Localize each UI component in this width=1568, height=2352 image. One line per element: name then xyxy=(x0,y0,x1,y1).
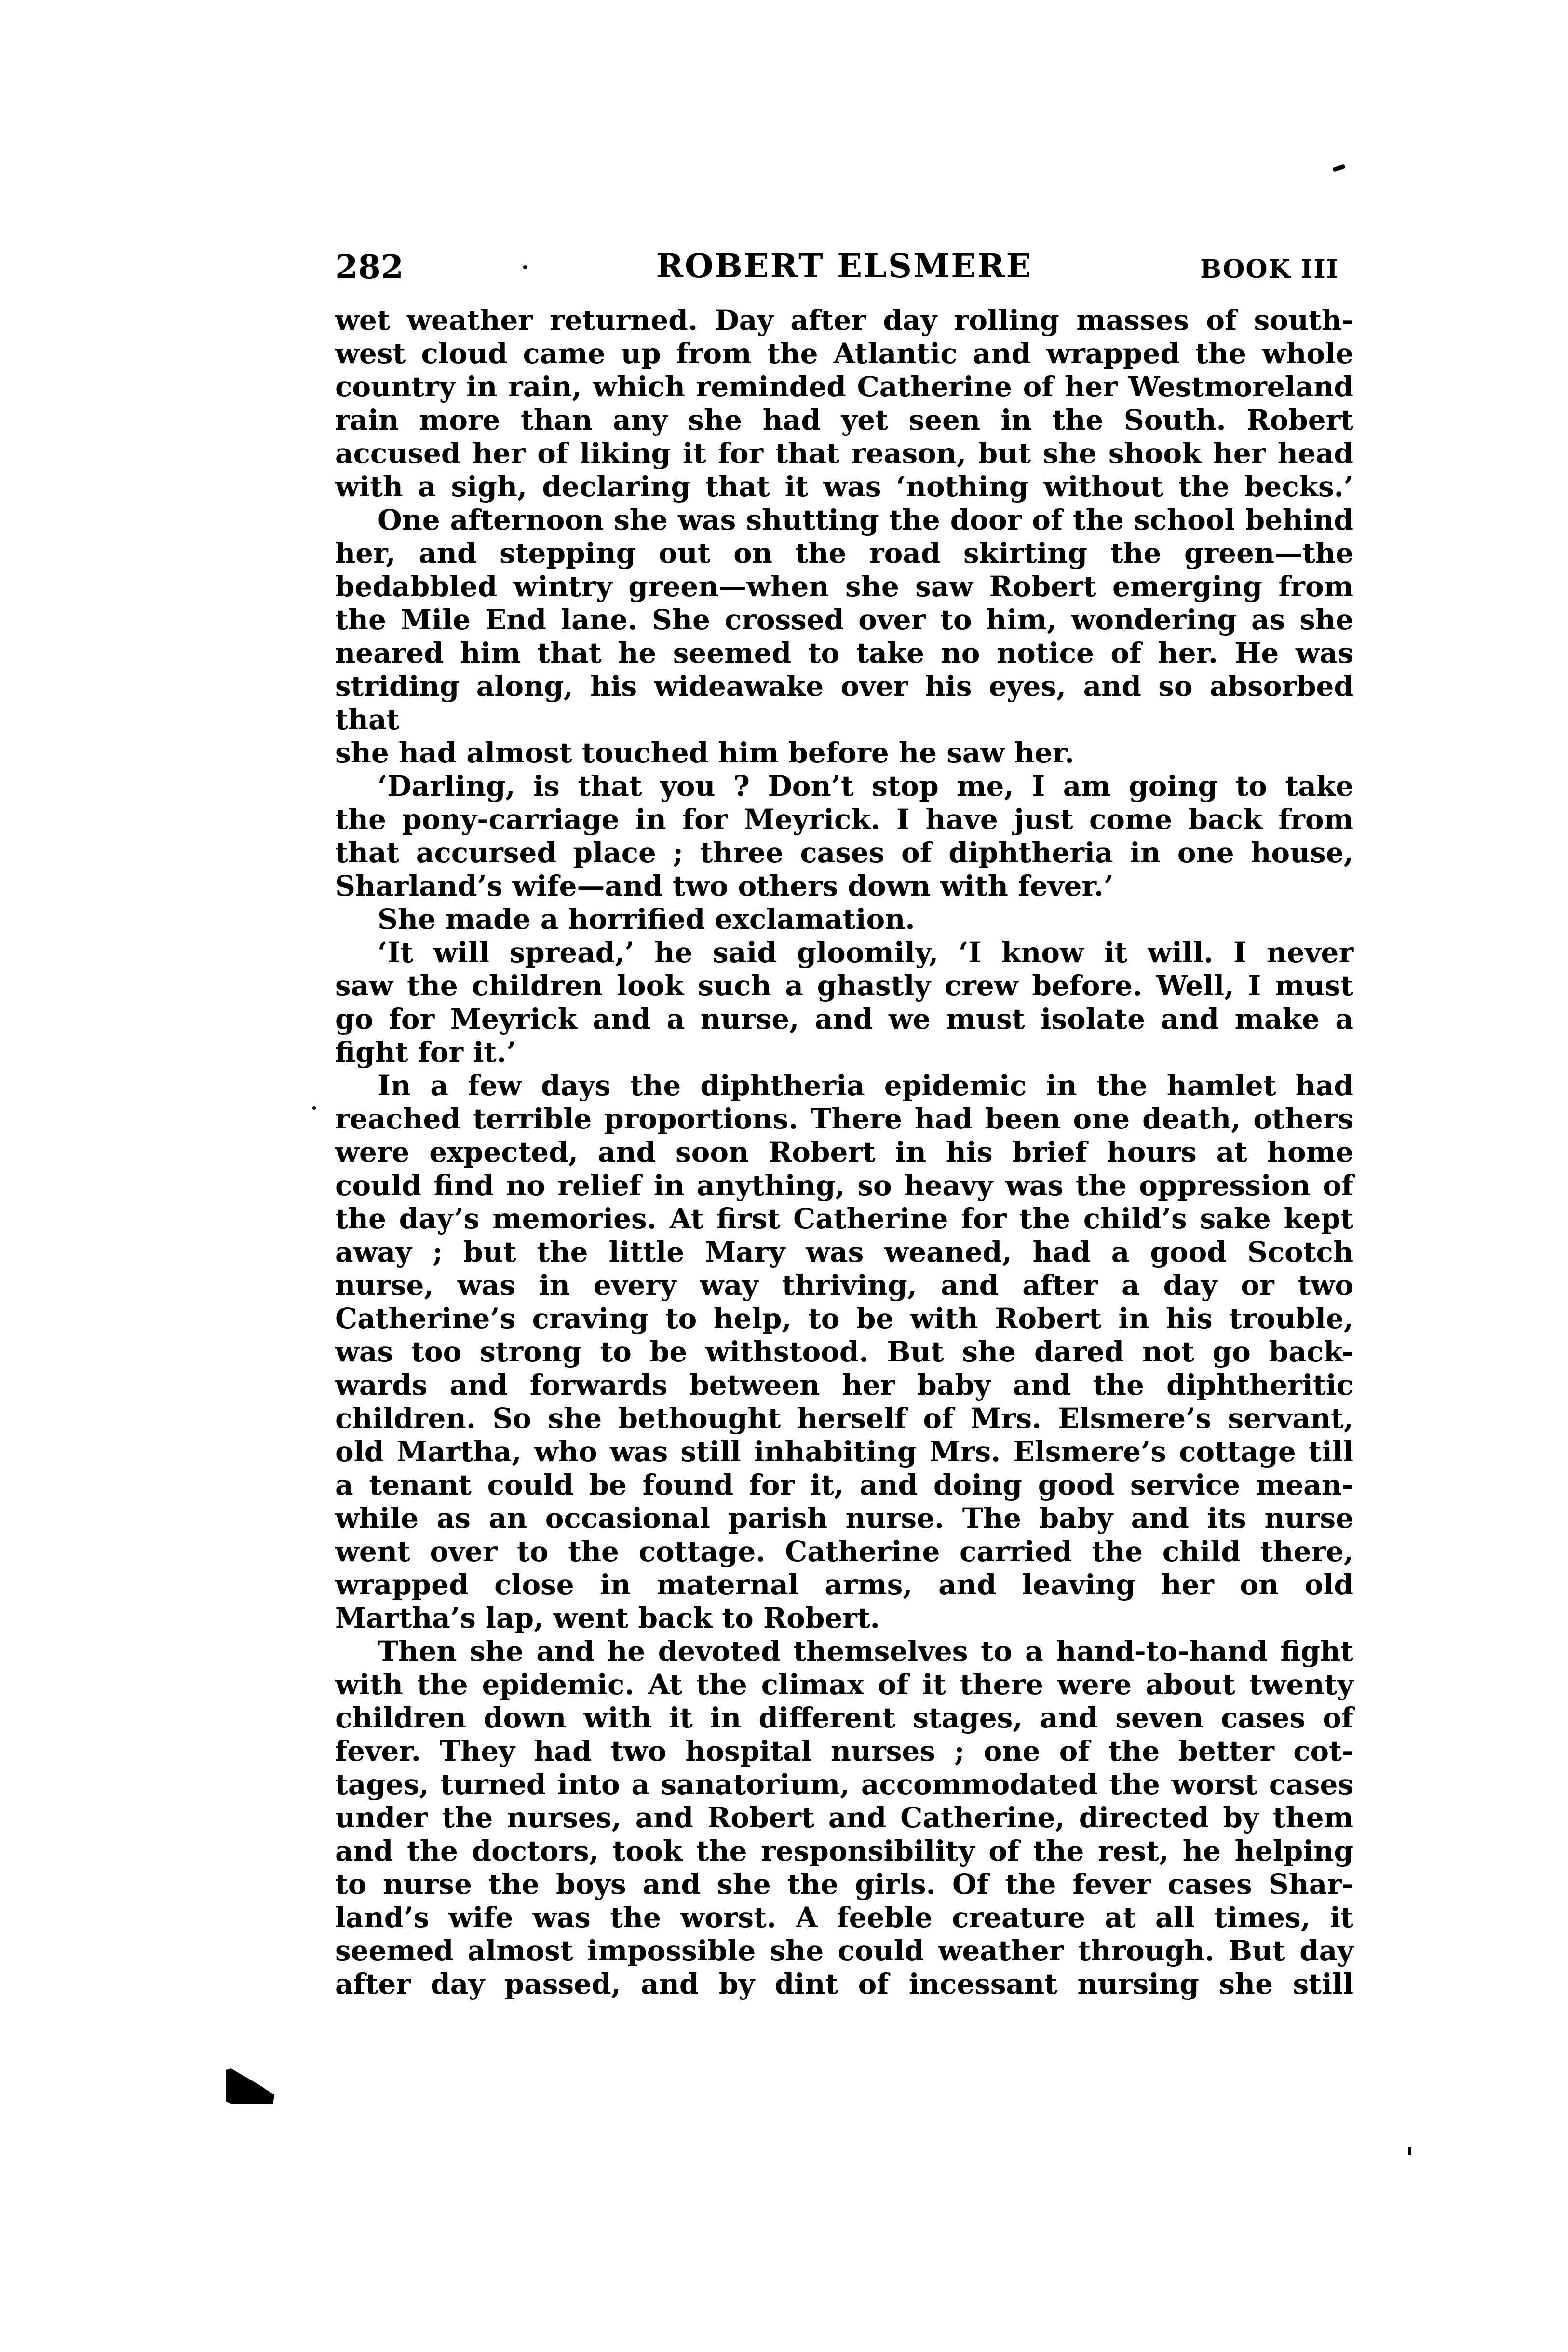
text-line: bedabbled wintry green—when she saw Robert emerging from xyxy=(335,570,1353,603)
text-line: saw the children look such a ghastly crew before. Well, I must xyxy=(335,969,1353,1002)
text-line: wet weather returned. Day after day rolling masses of south- xyxy=(335,304,1353,337)
text-line: Then she and he devoted themselves to a hand-to-hand fight xyxy=(378,1635,1353,1668)
text-line: ‘Darling, is that you ? Don’t stop me, I am going to take xyxy=(378,770,1353,802)
text-line: after day passed, and by dint of incessant nursing she still xyxy=(335,1968,1353,2000)
text-line: seemed almost impossible she could weather through. But day xyxy=(335,1934,1353,1967)
text-line: fight for it.’ xyxy=(335,1036,516,1069)
text-line: fever. They had two hospital nurses ; one of the better cot- xyxy=(335,1735,1353,1767)
text-line: Sharland’s wife—and two others down with fever.’ xyxy=(335,870,1114,902)
text-line: wards and forwards between her baby and the diphtheritic xyxy=(335,1369,1353,1401)
ink-dot-speck xyxy=(312,1106,316,1110)
page-title: ROBERT ELSMERE xyxy=(656,247,1033,286)
text-line: and the doctors, took the responsibility of the rest, he helping xyxy=(335,1835,1353,1867)
text-line: away ; but the little Mary was weaned, had a good Scotch xyxy=(335,1236,1353,1268)
ink-dash-speck xyxy=(1332,164,1346,172)
page-number: 282 xyxy=(335,248,404,286)
text-line: ‘It will spread,’ he said gloomily, ‘I know it will. I never xyxy=(378,936,1353,969)
text-line: the pony-carriage in for Meyrick. I have just come back from xyxy=(335,803,1353,836)
ink-blot-mark xyxy=(226,2068,274,2104)
text-line: She made a horrified exclamation. xyxy=(378,903,915,936)
text-line: while as an occasional parish nurse. The baby and its nurse xyxy=(335,1502,1353,1535)
text-line: Martha’s lap, went back to Robert. xyxy=(335,1602,880,1634)
text-line: could find no relief in anything, so heavy was the oppression of xyxy=(335,1169,1353,1202)
text-line: One afternoon she was shutting the door of the school behind xyxy=(378,503,1353,536)
text-line: children. So she bethought herself of Mrs. Elsmere’s servant, xyxy=(335,1402,1353,1435)
text-line: under the nurses, and Robert and Catherine, directed by them xyxy=(335,1801,1353,1834)
text-line: west cloud came up from the Atlantic and wrapped the whole xyxy=(335,337,1353,370)
text-line: went over to the cottage. Catherine carried the child there, xyxy=(335,1535,1353,1568)
text-line: Catherine’s craving to help, to be with Robert in his trouble, xyxy=(335,1302,1353,1335)
text-line: was too strong to be withstood. But she dared not go back- xyxy=(335,1335,1353,1368)
text-line: wrapped close in maternal arms, and leaving her on old xyxy=(335,1568,1353,1601)
text-line: striding along, his wideawake over his eyes, and so absorbed that xyxy=(335,670,1353,736)
text-line: were expected, and soon Robert in his brief hours at home xyxy=(335,1136,1353,1169)
text-line: children down with it in different stages, and seven cases of xyxy=(335,1701,1353,1734)
text-line: rain more than any she had yet seen in the South. Robert xyxy=(335,404,1353,436)
text-line: country in rain, which reminded Catherine of her Westmoreland xyxy=(335,370,1353,403)
text-line: neared him that he seemed to take no notice of her. He was xyxy=(335,637,1353,669)
book-label: BOOK III xyxy=(1200,255,1339,284)
text-line: accused her of liking it for that reason, but she shook her head xyxy=(335,437,1353,470)
text-line: tages, turned into a sanatorium, accommodated the worst cases xyxy=(335,1768,1353,1801)
text-line: with a sigh, declaring that it was ‘nothing without the becks.’ xyxy=(335,470,1353,503)
text-line: that accursed place ; three cases of diphtheria in one house, xyxy=(335,836,1353,869)
running-head xyxy=(335,247,1353,287)
text-line: old Martha, who was still inhabiting Mrs. Elsmere’s cottage till xyxy=(335,1435,1353,1468)
text-line: nurse, was in every way thriving, and after a day or two xyxy=(335,1269,1353,1302)
text-line: reached terrible proportions. There had been one death, others xyxy=(335,1102,1353,1135)
text-line: she had almost touched him before he saw her. xyxy=(335,736,1075,769)
text-line: land’s wife was the worst. A feeble creature at all times, it xyxy=(335,1901,1353,1934)
page-body xyxy=(335,304,1353,2001)
text-line: the Mile End lane. She crossed over to him, wondering as she xyxy=(335,603,1353,636)
ink-dot-speck xyxy=(523,265,527,269)
text-line: go for Meyrick and a nurse, and we must isolate and make a xyxy=(335,1003,1353,1035)
text-line: with the epidemic. At the climax of it there were about twenty xyxy=(335,1668,1353,1701)
text-line: to nurse the boys and she the girls. Of the fever cases Shar- xyxy=(335,1868,1353,1901)
text-line: her, and stepping out on the road skirting the green—the xyxy=(335,537,1353,570)
ink-tick-speck xyxy=(1408,2147,1411,2155)
text-line: a tenant could be found for it, and doing good service mean- xyxy=(335,1468,1353,1501)
text-line: the day’s memories. At first Catherine for the child’s sake kept xyxy=(335,1202,1353,1235)
text-line: In a few days the diphtheria epidemic in the hamlet had xyxy=(378,1069,1353,1102)
